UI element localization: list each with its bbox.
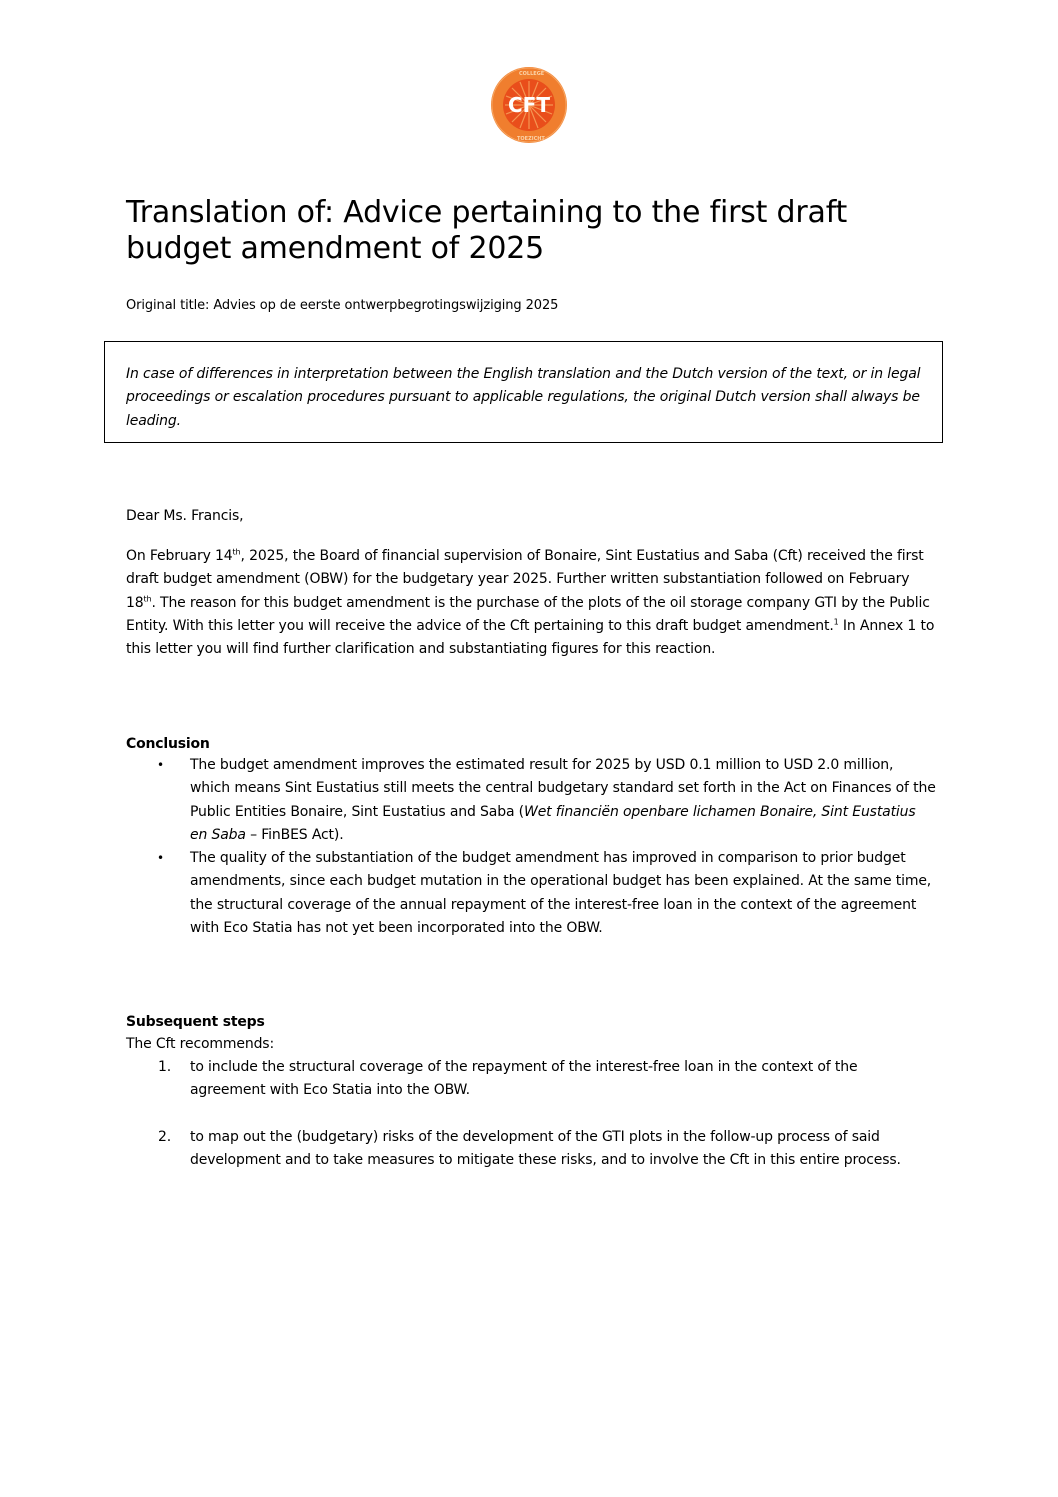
ordinal-suffix: th bbox=[143, 593, 152, 603]
bullet-icon: • bbox=[157, 851, 164, 866]
svg-text:CFT: CFT bbox=[508, 93, 550, 117]
list-item: • The quality of the substantiation of the budget amendment has improved in comparison to prior budget amendments, since each budget mutation in the operational budget has been explained. At the same time, the structural coverage of the annual repayment of the interest-free loan in the context of the agreement with Eco Statia has not yet been incorporated into the OBW. bbox=[126, 847, 936, 940]
recommendations-list bbox=[126, 1056, 936, 1172]
intro-paragraph: On February 14th, 2025, the Board of financial supervision of Bonaire, Sint Eustatius and Saba (Cft) received the first draft budget amendment (OBW) for the budgetary year 2025. Further written substantiation followed on February 18th. The reason for this budget amendment is the purchase of the plots of the oil storage company GTI by the Public Entity. With this letter you will receive the advice of the Cft pertaining to this draft budget amendment.$^1$ In Annex 1 to this letter you will find further clarification and substantiating figures for this reaction. bbox=[126, 547, 935, 658]
svg-text:TOEZICHT: TOEZICHT bbox=[517, 136, 545, 142]
list-number: 1. bbox=[158, 1059, 172, 1075]
footnote-reference[interactable]: 1 bbox=[833, 617, 839, 627]
cft-logo bbox=[490, 66, 568, 144]
conclusion-heading: Conclusion bbox=[126, 736, 210, 752]
recommendations-lead: The Cft recommends: bbox=[126, 1036, 275, 1052]
document-title: Translation of: Advice pertaining to the first draft budget amendment of 2025 bbox=[126, 195, 848, 266]
conclusion-list bbox=[126, 754, 936, 940]
subsequent-steps-heading: Subsequent steps bbox=[126, 1014, 265, 1030]
bullet-icon: • bbox=[157, 758, 164, 772]
list-number: 2. bbox=[158, 1128, 172, 1145]
original-title: Original title: Advies op de eerste ontwerpbegrotingswijziging 2025 bbox=[126, 298, 559, 313]
svg-text:COLLEGE: COLLEGE bbox=[519, 71, 545, 77]
salutation: Dear Ms. Francis, bbox=[126, 508, 244, 524]
list-item: 1. to include the structural coverage of the repayment of the interest-free loan in the context of the agreement with Eco Statia into the OBW. bbox=[126, 1056, 936, 1103]
translation-disclaimer-box bbox=[104, 341, 943, 443]
list-item: • The budget amendment improves the estimated result for 2025 by USD 0.1 million to USD 2.0 million, which means Sint Eustatius still meets the central budgetary standard set forth in the Act on Finances of the Public Entities Bonaire, Sint Eustatius and Saba (Wet financiën openbare lichamen Bonaire, Sint Eustatius en Saba – FinBES Act). bbox=[126, 754, 936, 847]
cft-seal-icon bbox=[490, 66, 568, 144]
disclaimer-text: In case of differences in interpretation between the English translation and the Dutch version of the text, or in legal proceedings or escalation procedures pursuant to applicable regulations, the original Dutch version shall always be leading. bbox=[126, 366, 921, 429]
list-item: 2. to map out the (budgetary) risks of the development of the GTI plots in the follow-up process of said development and to take measures to mitigate these risks, and to involve the Cft in this entire process. bbox=[126, 1126, 936, 1173]
ordinal-suffix: th bbox=[232, 547, 241, 557]
